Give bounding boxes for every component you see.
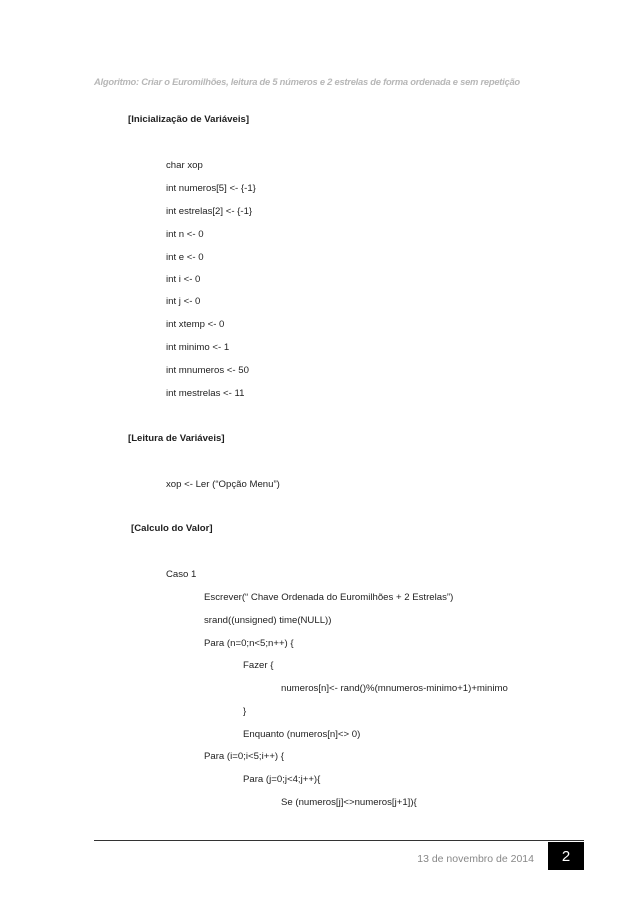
footer-divider (94, 840, 584, 841)
section-heading-init: [Inicialização de Variáveis] (128, 114, 250, 125)
footer-date: 13 de novembro de 2014 (417, 853, 534, 865)
code-line: Para (i=0;i<5;i++) { (204, 751, 284, 762)
code-line: Enquanto (numeros[n]<> 0) (243, 729, 361, 740)
code-line: srand((unsigned) time(NULL)) (204, 615, 332, 626)
document-header-title: Algoritmo: Criar o Euromilhões, leitura de 5 números e 2 estrelas de forma ordenada e sem repetição (94, 76, 520, 87)
code-line: xop <- Ler (“Opção Menu”) (166, 479, 280, 490)
code-line: int mestrelas <- 11 (166, 388, 245, 399)
code-line: numeros[n]<- rand()%(mnumeros-minimo+1)+minimo (281, 683, 508, 694)
code-line: Para (n=0;n<5;n++) { (204, 638, 294, 649)
code-line: int mnumeros <- 50 (166, 365, 249, 376)
code-line: int e <- 0 (166, 252, 204, 263)
code-line: int i <- 0 (166, 274, 201, 285)
code-line: } (243, 706, 247, 717)
section-heading-read: [Leitura de Variáveis] (128, 433, 225, 444)
code-line: int xtemp <- 0 (166, 319, 225, 330)
code-line: int minimo <- 1 (166, 342, 230, 353)
code-line: Se (numeros[j]<>numeros[j+1]){ (281, 797, 417, 808)
page-number-box (548, 842, 584, 870)
code-line: int numeros[5] <- {-1} (166, 183, 256, 194)
code-line: char xop (166, 160, 203, 171)
code-line: Caso 1 (166, 569, 197, 580)
section-heading-calc: [Calculo do Valor] (131, 523, 213, 534)
code-line: Para (j=0;j<4;j++){ (243, 774, 321, 785)
code-line: Escrever(“ Chave Ordenada do Euromilhões + 2 Estrelas”) (204, 592, 454, 603)
code-line: int estrelas[2] <- {-1} (166, 206, 253, 217)
page-number: 2 (561, 847, 571, 865)
code-line: Fazer { (243, 660, 274, 671)
code-line: int j <- 0 (166, 296, 201, 307)
code-line: int n <- 0 (166, 229, 204, 240)
